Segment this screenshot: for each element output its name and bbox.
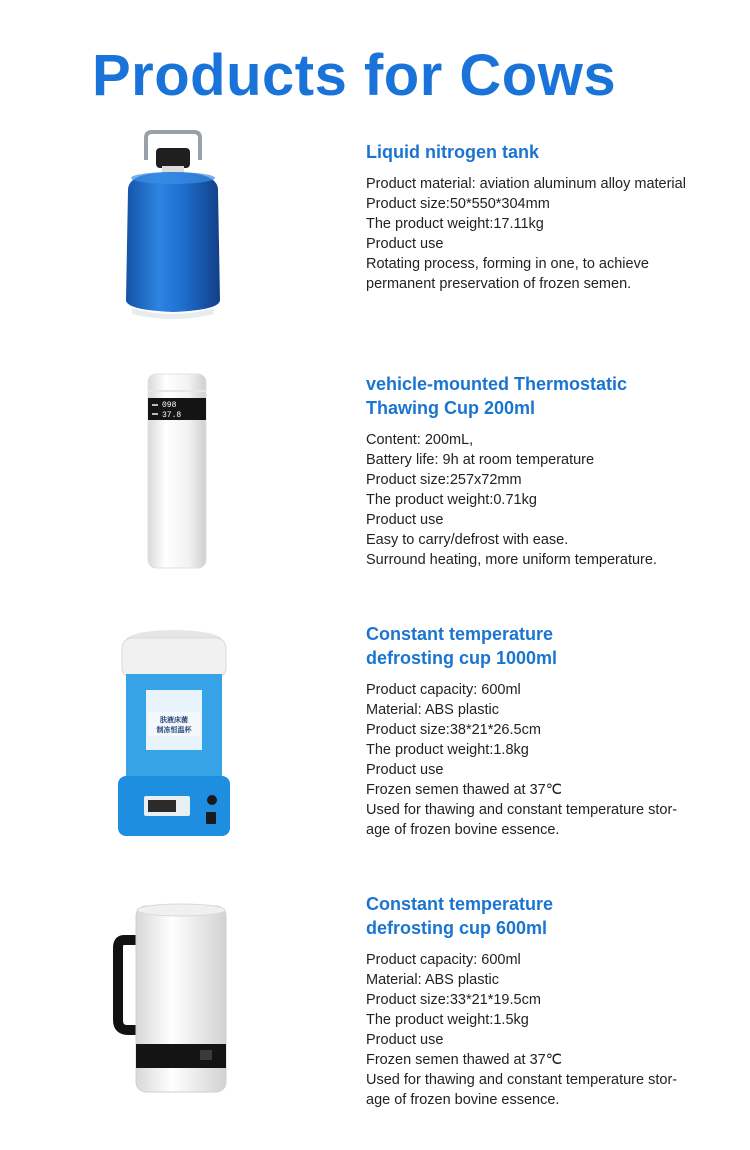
product-weight: The product weight:1.5kg	[366, 1012, 529, 1028]
page-title: Products for Cows	[92, 43, 617, 108]
product-use-text: Used for thawing and constant temperature stor-	[366, 802, 678, 818]
product-weight: The product weight:17.11kg	[366, 216, 544, 232]
thermostatic-cup-image	[146, 370, 208, 572]
product-size: Product size:38*21*26.5cm	[366, 722, 541, 738]
product-use-text: Rotating process, forming in one, to achieve	[366, 256, 649, 272]
product-use-heading: Product use	[366, 762, 444, 778]
product-use-heading: Product use	[366, 512, 444, 528]
product-4-text	[366, 892, 726, 1110]
cup-label-line-1: 肤液床菌	[160, 717, 188, 724]
product-size: Product size:257x72mm	[366, 472, 522, 488]
product-use-text: Used for thawing and constant temperature stor-	[366, 1072, 678, 1088]
product-use-text: age of frozen bovine essence.	[366, 822, 560, 838]
product-use-text: Frozen semen thawed at 37℃	[366, 782, 563, 798]
defrosting-cup-1000ml-image	[118, 626, 230, 836]
product-title: Constant temperature defrosting cup 600ml	[366, 894, 554, 938]
product-title: Constant temperature defrosting cup 1000ml	[366, 624, 558, 668]
product-use-heading: Product use	[366, 236, 444, 252]
product-title: Liquid nitrogen tank	[366, 142, 539, 162]
defrosting-cup-600ml-image	[110, 900, 234, 1096]
product-capacity: Product capacity: 600ml	[366, 682, 521, 698]
display-reading-top: 098	[162, 401, 177, 410]
product-weight: The product weight:1.8kg	[366, 742, 529, 758]
product-capacity: Product capacity: 600ml	[366, 952, 521, 968]
product-material: Material: ABS plastic	[366, 702, 499, 718]
product-battery: Battery life: 9h at room temperature	[366, 452, 595, 468]
product-title: vehicle-mounted Thermostatic Thawing Cup 200ml	[366, 374, 628, 418]
cup-label-line-2: 制冻恒温杯	[156, 727, 192, 734]
product-material: Material: ABS plastic	[366, 972, 499, 988]
product-use-heading: Product use	[366, 1032, 444, 1048]
product-size: Product size:33*21*19.5cm	[366, 992, 541, 1008]
product-weight: The product weight:0.71kg	[366, 492, 537, 508]
product-use-text: Frozen semen thawed at 37℃	[366, 1052, 563, 1068]
product-material: Product material: aviation aluminum alloy material	[366, 176, 686, 192]
product-content: Content: 200mL,	[366, 432, 474, 448]
product-use-text: Easy to carry/defrost with ease.	[366, 532, 569, 548]
product-3-text	[366, 622, 726, 840]
product-use-text: age of frozen bovine essence.	[366, 1092, 560, 1108]
display-reading-bottom: 37.8	[162, 411, 182, 420]
product-2-text	[366, 372, 726, 570]
liquid-nitrogen-tank-image	[118, 130, 228, 322]
product-use-text: Surround heating, more uniform temperature.	[366, 552, 657, 568]
product-use-text: permanent preservation of frozen semen.	[366, 276, 632, 292]
product-1-text	[366, 140, 726, 294]
product-size: Product size:50*550*304mm	[366, 196, 550, 212]
